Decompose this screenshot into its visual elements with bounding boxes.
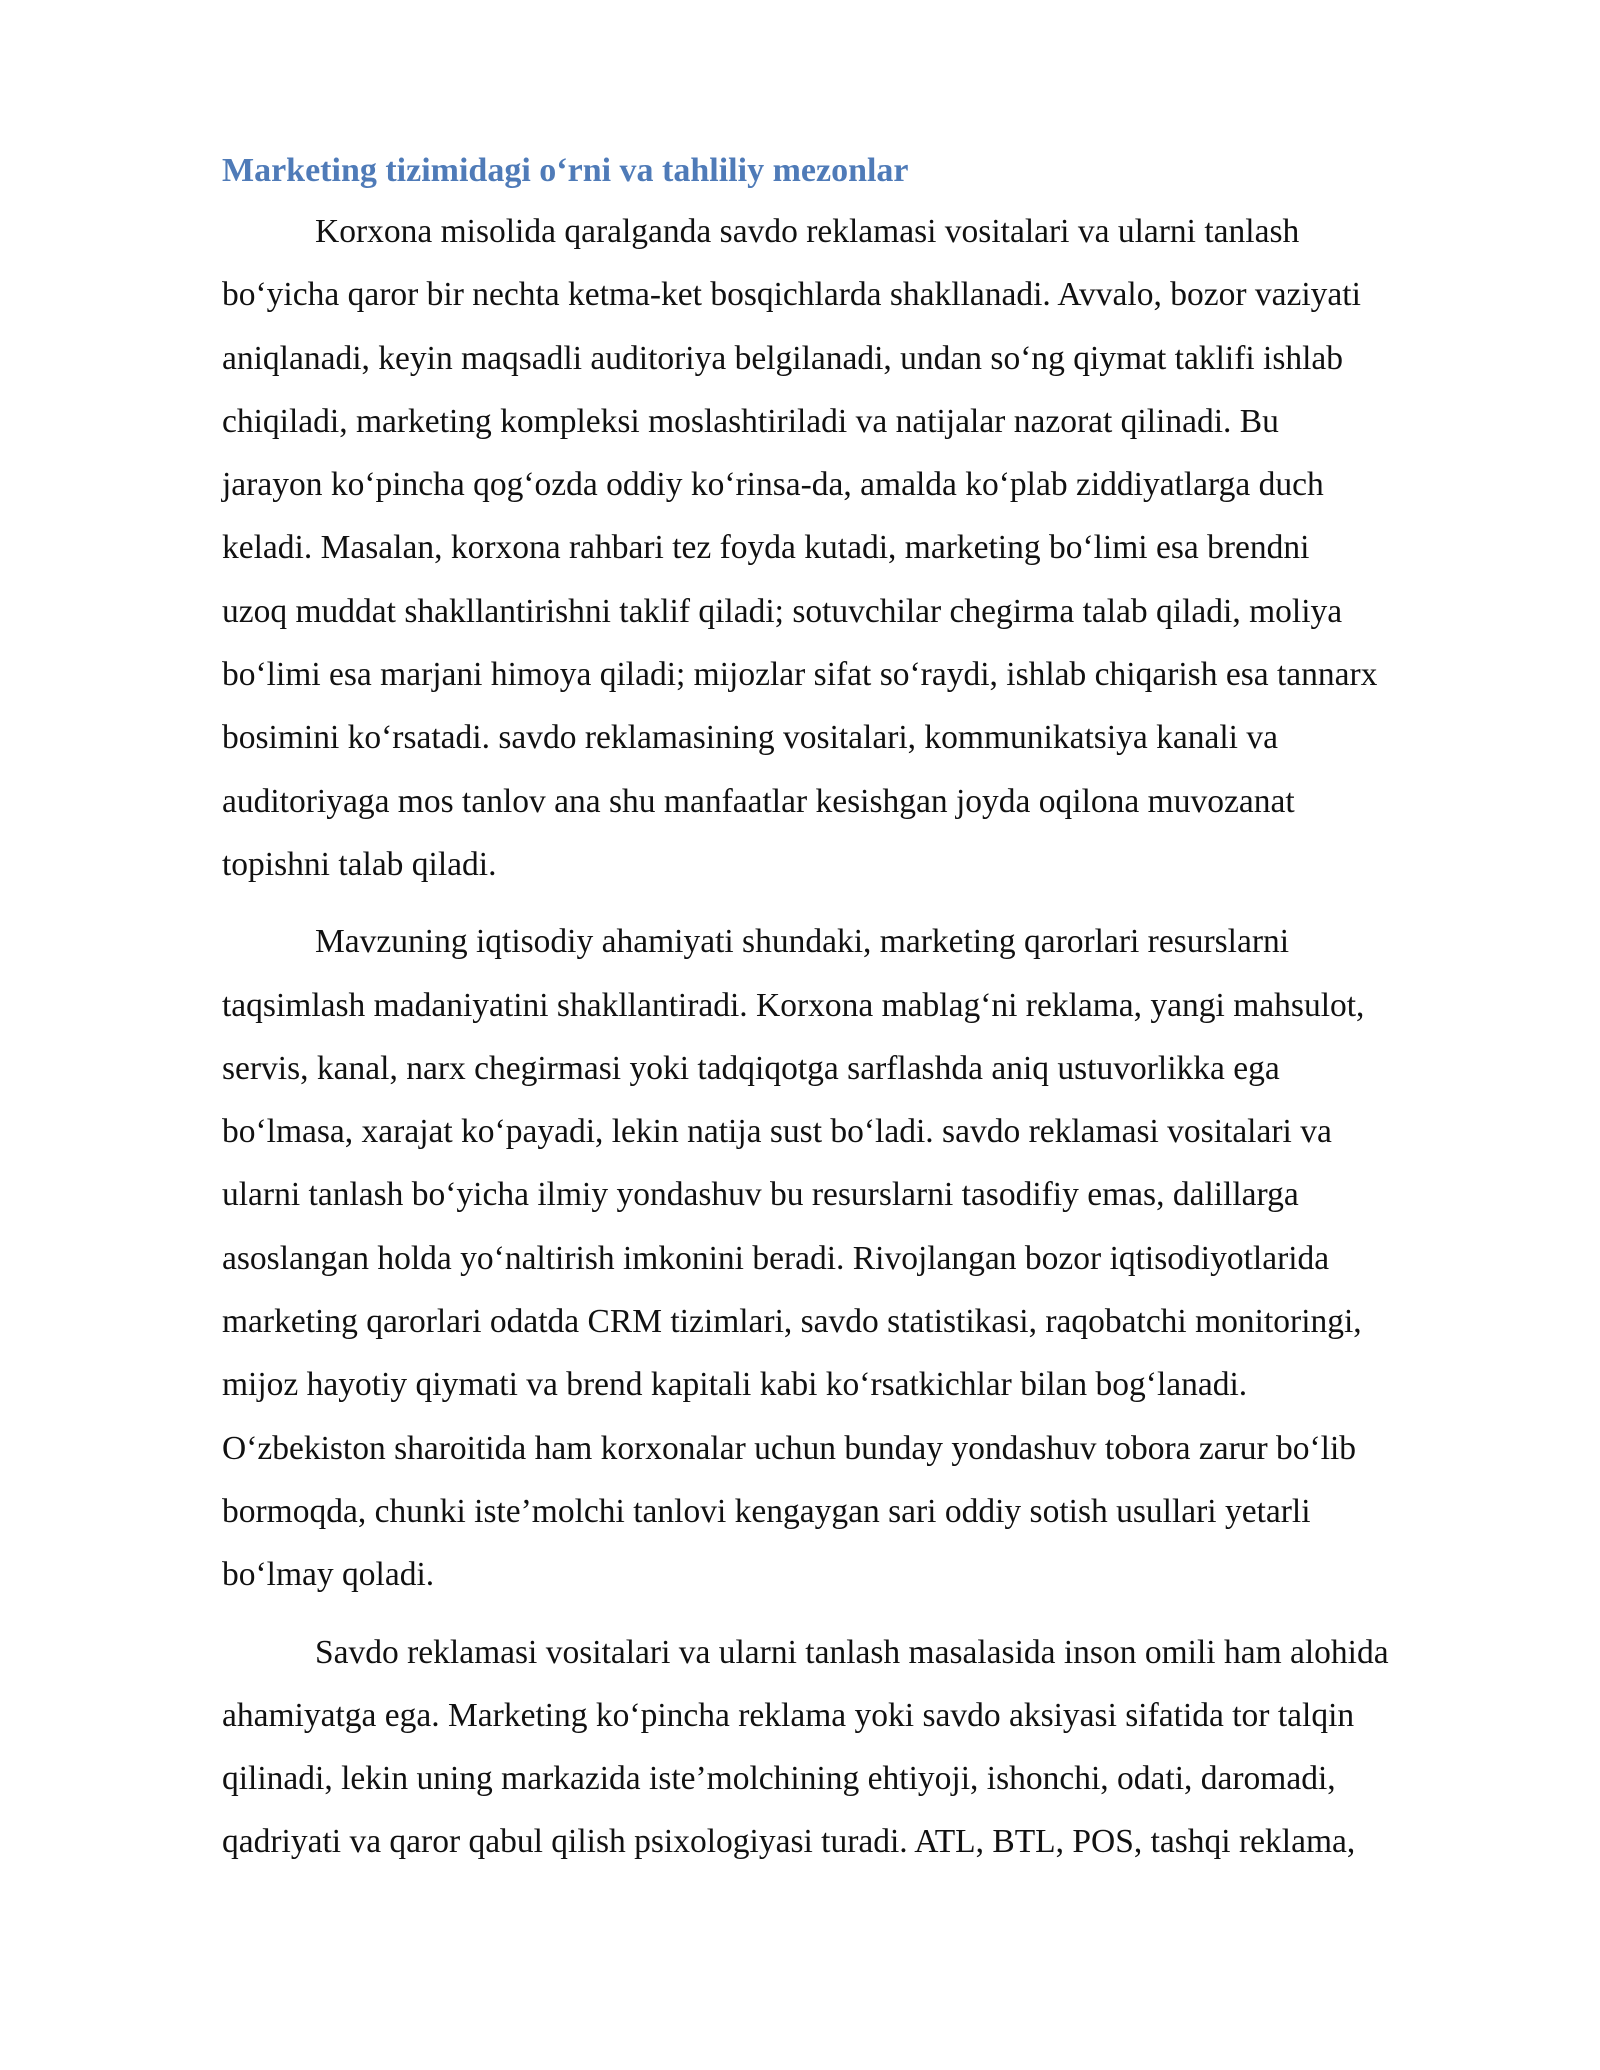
paragraph-line: topishni talab qiladi.: [222, 845, 497, 883]
paragraph-line: Savdo reklamasi vositalari va ularni tanlash masalasida inson omili ham alohida: [315, 1633, 1389, 1671]
paragraph-line: auditoriyaga mos tanlov ana shu manfaatlar kesishgan joyda oqilona muvozanat: [222, 782, 1295, 820]
document-body: [222, 148, 1492, 1888]
paragraph-line: mijoz hayotiy qiymati va brend kapitali kabi ko‘rsatkichlar bilan bog‘lanadi.: [222, 1366, 1248, 1404]
paragraph-line: bosimini ko‘rsatadi. savdo reklamasining vositalari, kommunikatsiya kanali va: [222, 719, 1278, 757]
paragraph-line: O‘zbekiston sharoitida ham korxonalar uchun bunday yondashuv tobora zarur bo‘lib: [222, 1429, 1357, 1467]
paragraph-3: [222, 1621, 1492, 1874]
paragraph-line: qilinadi, lekin uning markazida iste’molchining ehtiyoji, ishonchi, odati, daromadi,: [222, 1760, 1336, 1798]
paragraph-line: ahamiyatga ega. Marketing ko‘pincha reklama yoki savdo aksiyasi sifatida tor talqin: [222, 1696, 1355, 1734]
paragraph-line: marketing qarorlari odatda CRM tizimlari, savdo statistikasi, raqobatchi monitoringi,: [222, 1303, 1362, 1341]
paragraph-line: keladi. Masalan, korxona rahbari tez foyda kutadi, marketing bo‘limi esa brendni: [222, 529, 1310, 567]
paragraph-line: Mavzuning iqtisodiy ahamiyati shundaki, marketing qarorlari resurslarni: [315, 923, 1290, 961]
paragraph-line: aniqlanadi, keyin maqsadli auditoriya belgilanadi, undan so‘ng qiymat taklifi ishlab: [222, 339, 1344, 377]
paragraph-line: bo‘limi esa marjani himoya qiladi; mijozlar sifat so‘raydi, ishlab chiqarish esa tannarx: [222, 656, 1378, 694]
paragraph-line: servis, kanal, narx chegirmasi yoki tadqiqotga sarflashda aniq ustuvorlikka ega: [222, 1049, 1280, 1087]
paragraph-line: bormoqda, chunki iste’molchi tanlovi kengaygan sari oddiy sotish usullari yetarli: [222, 1492, 1311, 1530]
section-heading: Marketing tizimidagi o‘rni va tahliliy mezonlar: [222, 152, 909, 189]
paragraph-line: ularni tanlash bo‘yicha ilmiy yondashuv bu resurslarni tasodifiy emas, dalillarga: [222, 1176, 1299, 1214]
paragraph-line: Korxona misolida qaralganda savdo reklamasi vositalari va ularni tanlash: [315, 213, 1300, 250]
paragraph-line: asoslangan holda yo‘naltirish imkonini beradi. Rivojlangan bozor iqtisodiyotlarida: [222, 1239, 1330, 1277]
paragraph-line: uzoq muddat shakllantirishni taklif qiladi; sotuvchilar chegirma talab qiladi, moliya: [222, 592, 1343, 630]
paragraph-line: jarayon ko‘pincha qog‘ozda oddiy ko‘rinsa-da, amalda ko‘plab ziddiyatlarga duch: [222, 466, 1324, 504]
paragraph-line: qadriyati va qaror qabul qilish psixologiyasi turadi. ATL, BTL, POS, tashqi reklama,: [222, 1823, 1356, 1861]
paragraph-line: chiqiladi, marketing kompleksi moslashtiriladi va natijalar nazorat qilinadi. Bu: [222, 402, 1279, 440]
paragraph-line: bo‘yicha qaror bir nechta ketma-ket bosqichlarda shakllanadi. Avvalo, bozor vaziyati: [222, 276, 1361, 314]
paragraph-1: [222, 200, 1492, 896]
paragraph-line: taqsimlash madaniyatini shakllantiradi. Korxona mablag‘ni reklama, yangi mahsulot,: [222, 986, 1365, 1024]
paragraph-line: bo‘lmasa, xarajat ko‘payadi, lekin natija sust bo‘ladi. savdo reklamasi vositalari va: [222, 1113, 1332, 1151]
paragraph-2: [222, 910, 1492, 1606]
paragraph-line: bo‘lmay qoladi.: [222, 1556, 435, 1594]
